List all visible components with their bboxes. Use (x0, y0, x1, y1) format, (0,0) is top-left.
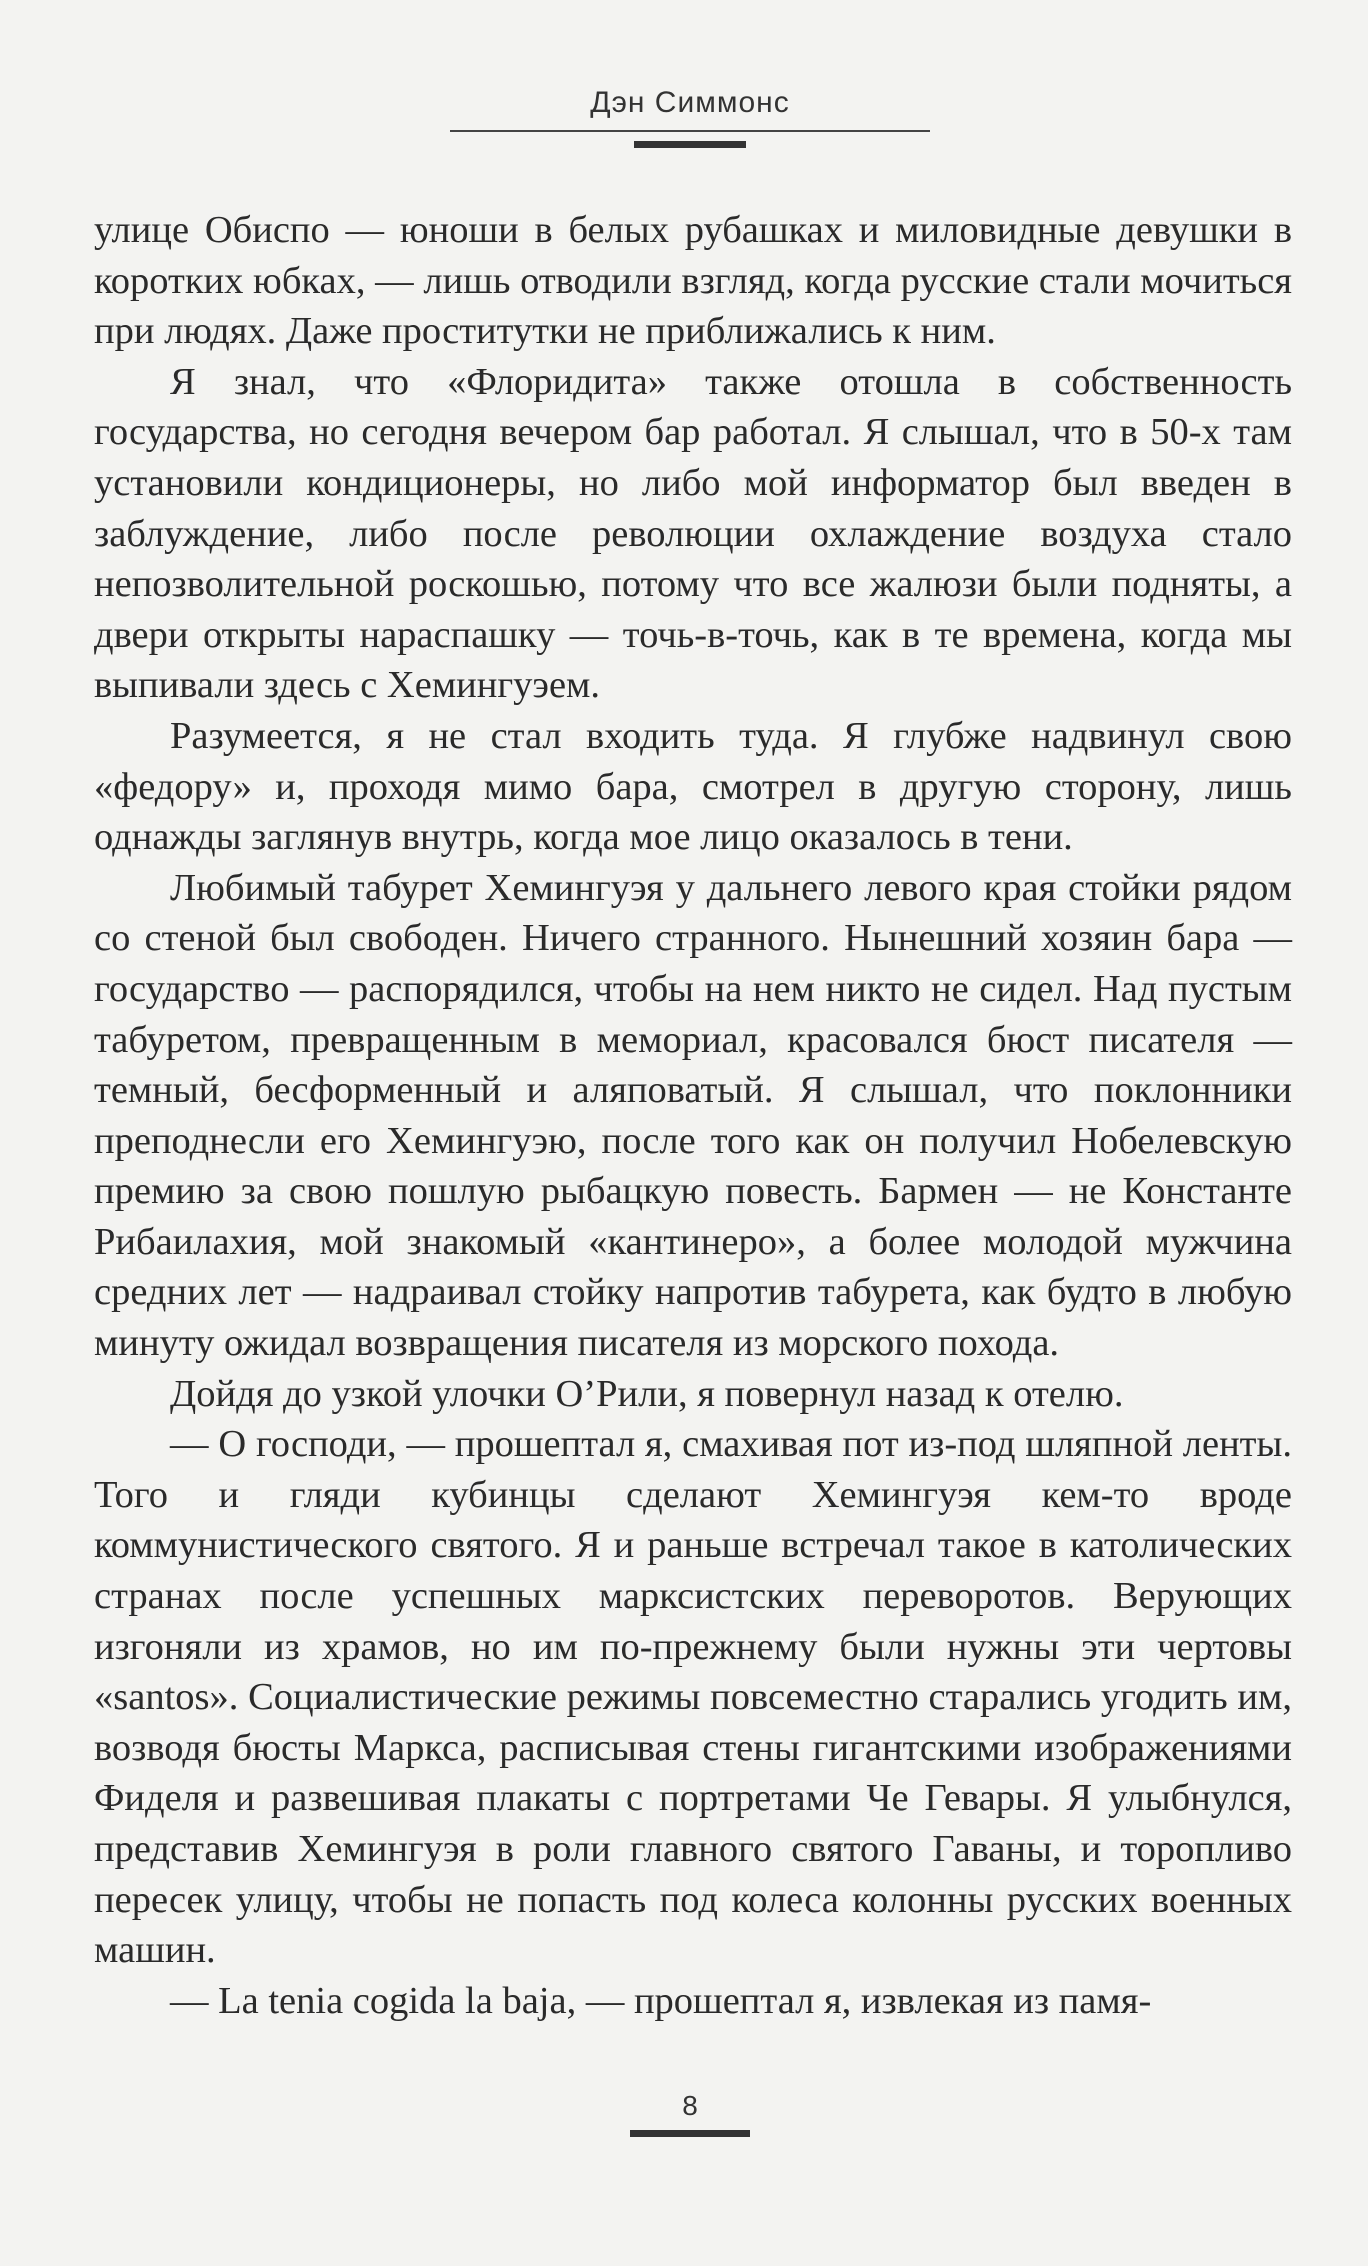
paragraph-5: Дойдя до узкой улочки О’Рили, я повернул назад к отелю. (170, 1372, 1124, 1415)
paragraph-3: Разумеется, я не стал входить туда. Я глубже надвинул свою «федору» и, проходя мимо бара, смотрел в другую сторону, лишь однажды заглянув внутрь, когда мое лицо оказалось в тени. (94, 714, 1292, 859)
body-text (94, 205, 1292, 2026)
running-header: Дэн Симмонс (590, 86, 790, 119)
page-number: 8 (682, 2090, 698, 2121)
paragraph-4: Любимый табурет Хемингуэя у дальнего левого края стойки рядом со стеной был свободен. Ничего странного. Нынешний хозяин бара — государство — распорядился, чтобы на нем никто не сидел. Над пустым табуретом, превращенным в мемориал, красовался бюст писателя — темный, бесформенный и аляповатый. Я слышал, что поклонники преподнесли его Хемингуэю, после того как он получил Нобелевскую премию за свою пошлую рыбацкую повесть. Бармен — не Константе Рибаилахия, мой знакомый «кантинеро», а более молодой мужчина средних лет — надраивал стойку напротив табурета, как будто в любую минуту ожидал возвращения писателя из морского похода. (94, 866, 1292, 1365)
paragraph-2: Я знал, что «Флоридита» также отошла в собственность государства, но сегодня вечером бар работал. Я слышал, что в 50-х там установили кондиционеры, но либо мой информатор был введен в заблуждение, либо после революции охлаждение воздуха стало непозволительной роскошью, потому что все жалюзи были подняты, а двери открыты нараспашку — точь-в-точь, как в те времена, когда мы выпивали здесь с Хемингуэем. (94, 360, 1292, 707)
paragraph-1: улице Обиспо — юноши в белых рубашках и миловидные девушки в коротких юбках, — лишь отводили взгляд, когда русские стали мочиться при людях. Даже проститутки не приближались к ним. (94, 209, 1292, 353)
paragraph-6: — О господи, — прошептал я, смахивая пот из-под шляпной ленты. Того и гляди кубинцы сделают Хемингуэя кем-то вроде коммунистического святого. Я и раньше встречал такое в католических странах после успешных марксистских переворотов. Верующих изгоняли из храмов, но им по-прежнему были нужны эти чертовы «santos». Социалистические режимы повсеместно старались угодить им, возводя бюсты Маркса, расписывая стены гигантскими изображениями Фиделя и развешивая плакаты с портретами Че Гевары. Я улыбнулся, представив Хемингуэя в роли главного святого Гаваны, и торопливо пересек улицу, чтобы не попасть под колеса колонны русских военных машин. (94, 1423, 1292, 1972)
paragraph-7: — La tenia cogida la baja, — прошептал я, извлекая из памя- (170, 1979, 1152, 2022)
header-ornament-bar (634, 141, 746, 148)
header-rule (450, 130, 930, 132)
footer-ornament-bar (630, 2130, 750, 2137)
